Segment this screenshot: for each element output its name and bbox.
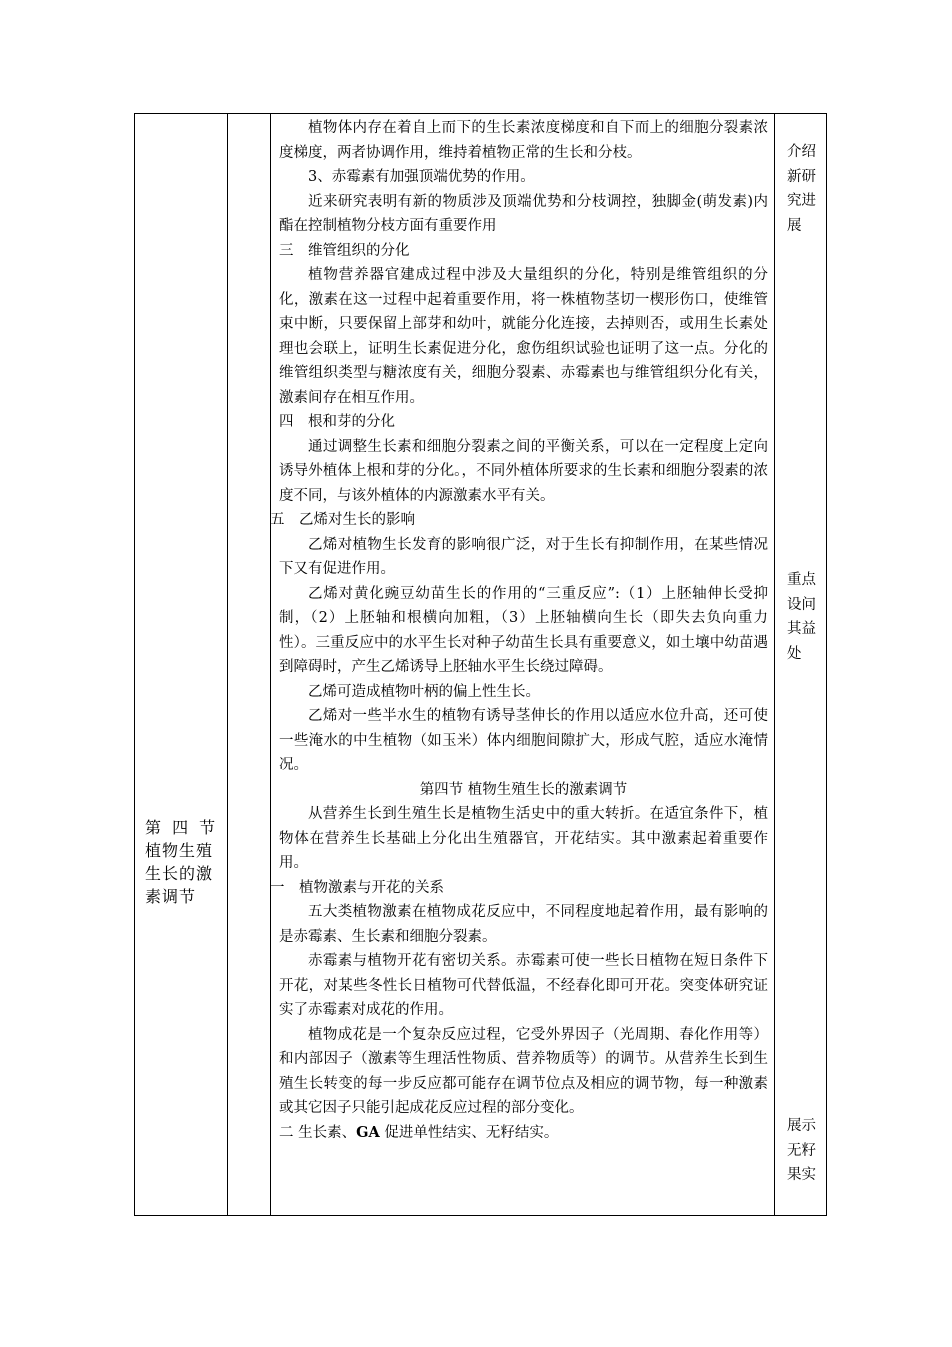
paragraph: 通过调整生长素和细胞分裂素之间的平衡关系，可以在一定程度上定向诱导外植体上根和芽的分化。，不同外植体所要求的生长素和细胞分裂素的浓度不同，与该外植体的内源激素水平有关。 [279, 438, 768, 504]
paragraph: 乙烯对植物生长发育的影响很广泛，对于生长有抑制作用，在某些情况下又有促进作用。 [279, 536, 768, 577]
paragraph: 五大类植物激素在植物成花反应中，不同程度地起着作用，最有影响的是赤霉素、生长素和细胞分裂素。 [279, 904, 768, 945]
paragraph: 乙烯对一些半水生的植物有诱导茎伸长的作用以适应水位升高，还可使一些淹水的中生植物（如玉米）体内细胞间隙扩大，形成气腔，适应水淹情况。 [279, 708, 768, 773]
heading-6: 一 植物激素与开花的关系 [270, 879, 444, 896]
section-title: 第 四 节 植物生殖 生长的激 素调节 [145, 818, 219, 906]
blank-cell [228, 114, 271, 1216]
paragraph: 近来研究表明有新的物质涉及顶端优势和分枝调控，独脚金(萌发素)内酯在控制植物分枝方面有重要作用 [279, 193, 768, 234]
heading-5: 五 乙烯对生长的影响 [270, 512, 415, 528]
table-row [135, 114, 827, 1216]
section-cell [135, 114, 228, 1216]
side-note-1: 介绍 新研 究进 展 [787, 144, 816, 234]
paragraph: 植物体内存在着自上而下的生长素浓度梯度和自下而上的细胞分裂素浓度梯度，两者协调作用，维持着植物正常的生长和分枝。 [279, 120, 768, 161]
heading-4: 四 根和芽的分化 [279, 414, 395, 430]
content-cell [271, 114, 775, 1216]
lesson-plan-table [134, 113, 827, 1216]
content-body [271, 114, 774, 1145]
paragraph: 乙烯可造成植物叶柄的偏上性生长。 [308, 683, 540, 700]
heading-3: 三 维管组织的分化 [279, 242, 410, 259]
paragraph: 植物营养器官建成过程中涉及大量组织的分化，特别是维管组织的分化，激素在这一过程中起着重要作用，将一株植物茎切一楔形伤口，使维管束中断，只要保留上部芽和幼叶，就能分化连接，去掉则否，或用生长素处理也会联上，证明生长素促进分化，愈伤组织试验也证明了这一点。分化的维管组织类型与糖浓度有关，细胞分裂素、赤霉素也与维管组织分化有关，激素间存在相互作用。 [279, 267, 768, 406]
side-note-2: 重点 设问 其益 处 [787, 572, 816, 662]
paragraph: 乙烯对黄化豌豆幼苗生长的作用的“三重反应”:（1）上胚轴伸长受抑制，（2）上胚轴和根横向加粗，（3）上胚轴横向生长（即失去负向重力性）。三重反应中的水平生长对种子幼苗生长具有重要意义，如土壤中幼苗遇到障碍时，产生乙烯诱导上胚轴水平生长绕过障碍。 [279, 585, 768, 675]
side-note-3: 展示 无籽 果实 [787, 1118, 816, 1183]
paragraph: 3、赤霉素有加强顶端优势的作用。 [308, 169, 535, 185]
section-heading: 第四节 植物生殖生长的激素调节 [419, 781, 628, 798]
heading-7: 二 生长素、GA 促进单性结实、无籽结实。 [279, 1123, 559, 1141]
paragraph: 赤霉素与植物开花有密切关系。赤霉素可使一些长日植物在短日条件下开花，对某些冬性长日植物可代替低温，不经春化即可开花。突变体研究证实了赤霉素对成花的作用。 [279, 953, 768, 1018]
paragraph: 从营养生长到生殖生长是植物生活史中的重大转折。在适宜条件下，植物体在营养生长基础上分化出生殖器官，开花结实。其中激素起着重要作用。 [279, 806, 768, 871]
paragraph: 植物成花是一个复杂反应过程，它受外界因子（光周期、春化作用等）和内部因子（激素等生理活性物质、营养物质等）的调节。从营养生长到生殖生长转变的每一步反应都可能存在调节位点及相应的调节物，每一种激素或其它因子只能引起成花反应过程的部分变化。 [279, 1026, 768, 1116]
notes-cell [775, 114, 827, 1216]
